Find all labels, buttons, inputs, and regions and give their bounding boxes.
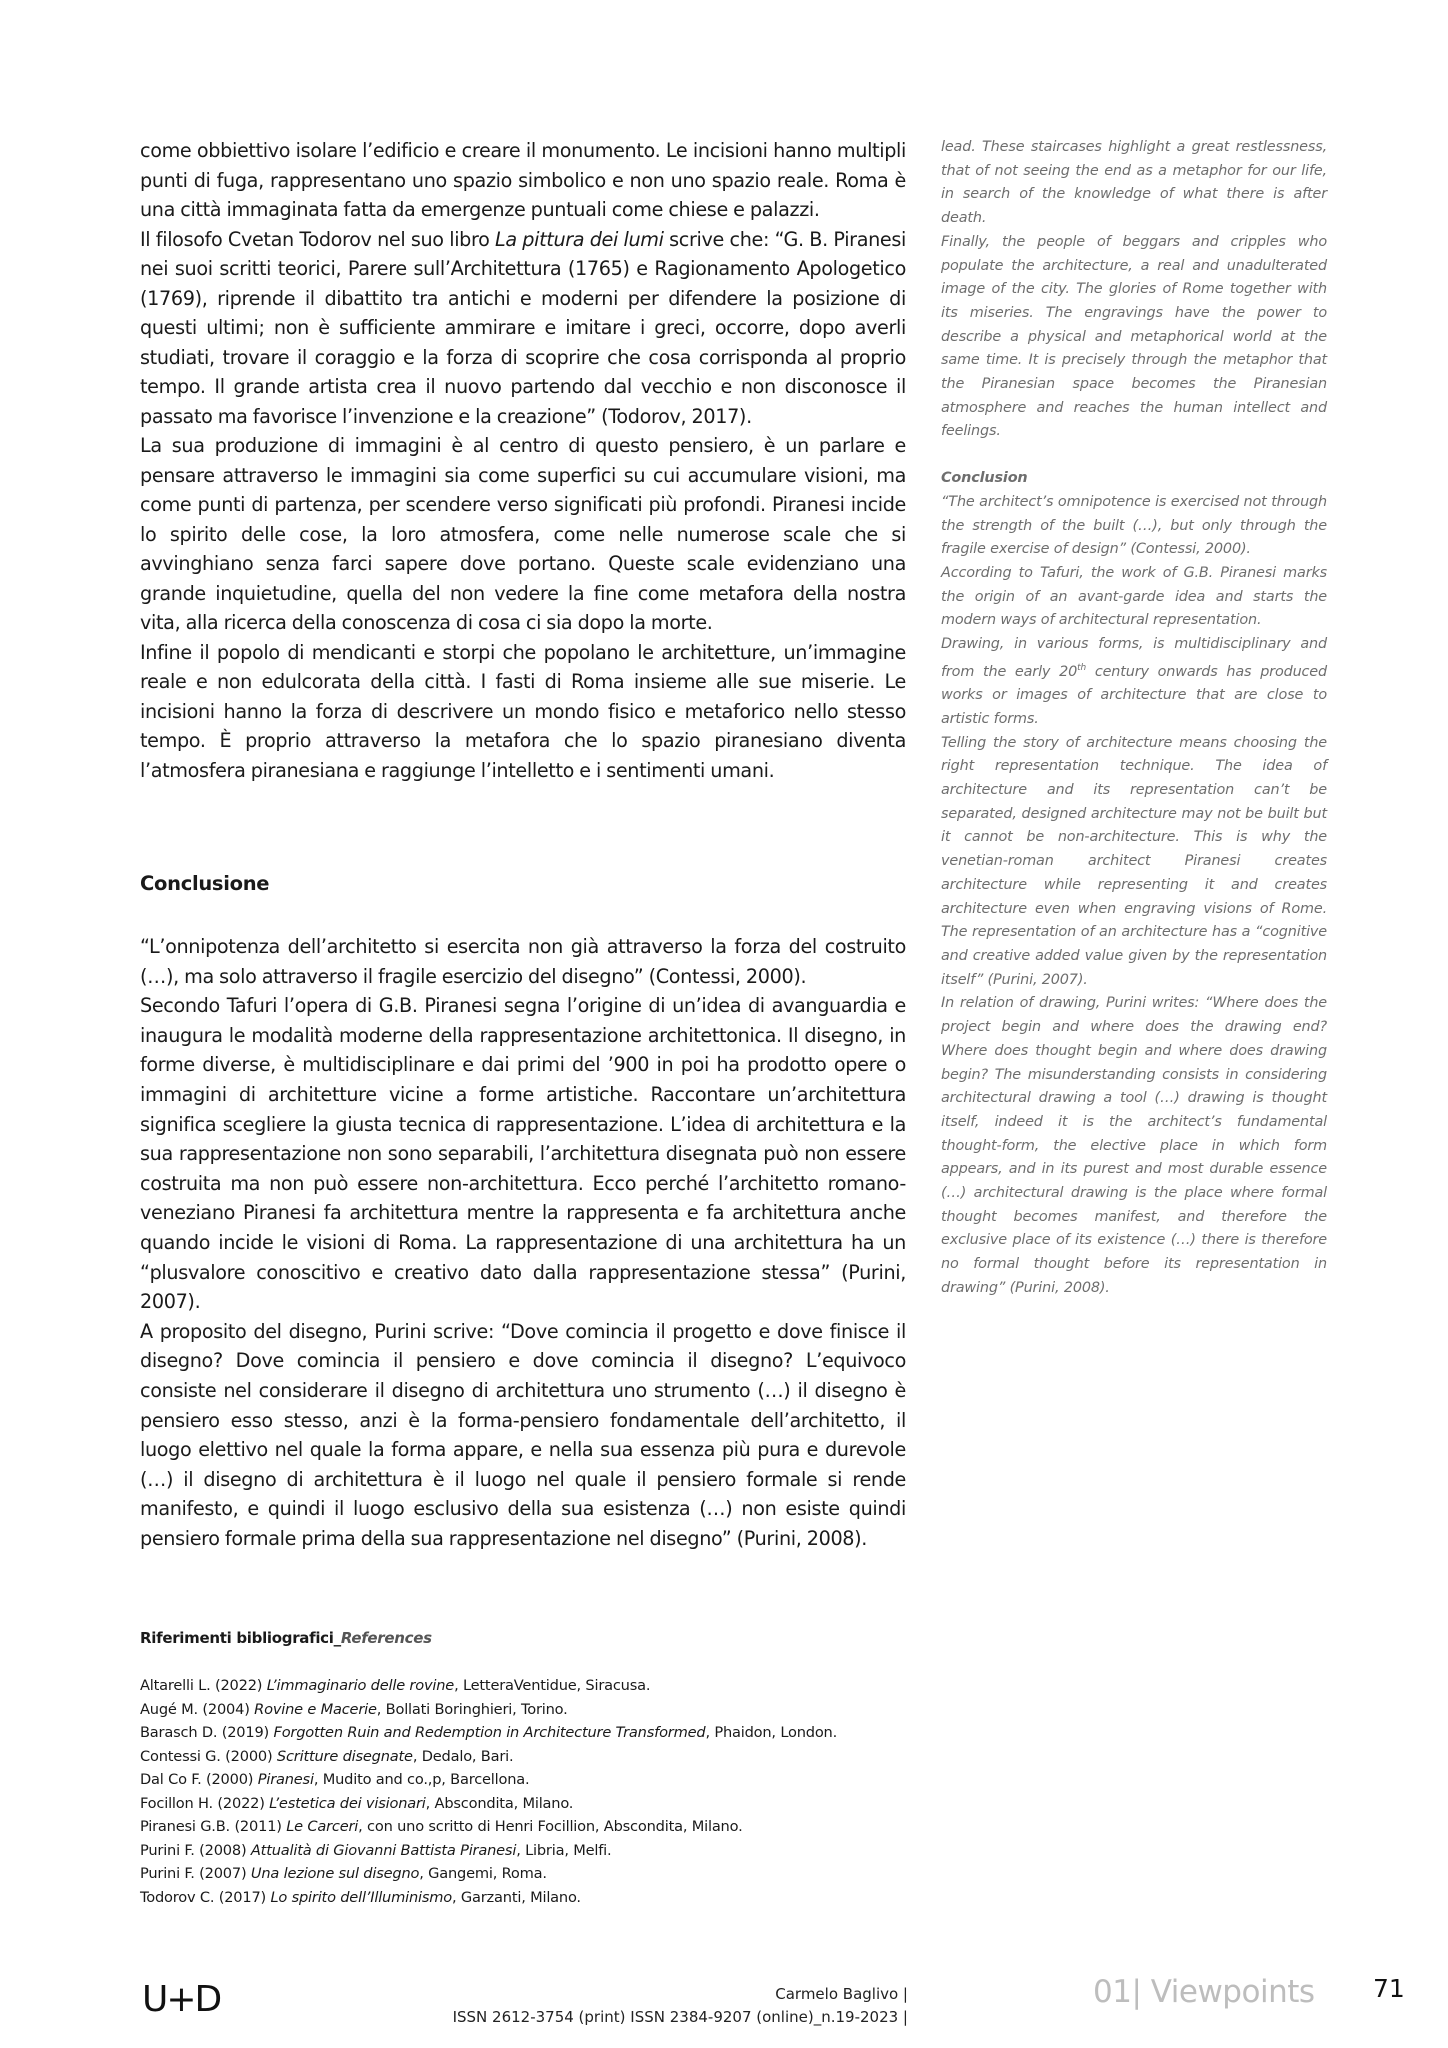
references-list bbox=[140, 1674, 940, 1909]
conclusion-heading: Conclusione bbox=[140, 872, 270, 895]
conclusion-paragraph: Secondo Tafuri l’opera di G.B. Piranesi segna l’origine di un’idea di avanguardia e inaugura le modalità moderne della rappresentazione architettonica. Il disegno, in forme diverse, è multidisciplinare e dai primi del ’900 in poi ha prodotto opere o immagini di architetture vicine a forme artistiche. Raccontare un’architettura significa scegliere la giusta tecnica di rappresentazione. L’idea di architettura e la sua rappresentazione non sono separabili, l’architettura disegnata può non essere costruita ma non può essere non-architettura. Ecco perché l’architetto romano-veneziano Piranesi fa architettura mentre la rappresenta e fa architettura anche quando incide le visioni di Roma. La rappresentazione di una architettura ha un “plusvalore conoscitivo e creativo dato dalla rappresentazione stessa” (Purini, 2007). bbox=[140, 994, 906, 1314]
reference-publisher: , Phaidon, London. bbox=[705, 1724, 838, 1741]
drawing-text-before: Drawing, in various forms, is multidisciplinary and from the early 20 bbox=[941, 636, 1327, 680]
footer-author-block bbox=[453, 1983, 908, 2029]
reference-item bbox=[140, 1815, 940, 1839]
reference-title: Rovine e Macerie bbox=[254, 1700, 377, 1718]
conclusion-paragraph: A proposito del disegno, Purini scrive: “Dove comincia il progetto e dove finisce il disegno? Dove comincia il pensiero e dove comincia il disegno? L’equivoco consiste nel considerare il disegno di architettura uno strumento (…) il disegno è pensiero esso stesso, anzi è la forma-pensiero fondamentale dell’architetto, il luogo elettivo nel quale la forma appare, e nella sua essenza più pura e durevole (…) il disegno di architettura è il luogo nel quale il pensiero formale si rende manifesto, e quindi il luogo esclusivo della sua esistenza (…) non esiste quindi pensiero formale prima della sua rappresentazione nel disegno” (Purini, 2008). bbox=[140, 1319, 906, 1550]
footer-author: Carmelo Baglivo | bbox=[775, 1985, 908, 2003]
reference-title: Lo spirito dell’Illuminismo bbox=[270, 1888, 453, 1906]
reference-title: Piranesi bbox=[257, 1771, 314, 1788]
sidebar-paragraph: In relation of drawing, Purini writes: “Where does the project begin and where does the drawing end? Where does thought begin and where does drawing begin? The misunderstanding consists in considering architectural drawing a tool (…) drawing is thought itself, indeed it is the architect’s fundamental thought-form, the elective place in which form appears, and in its purest and most durable essence (…) architectural drawing is the place where formal thought becomes manifest, and therefore the exclusive place of its existence (…) there is therefore no formal thought before its representation in drawing” (Purini, 2008). bbox=[941, 995, 1327, 1296]
reference-author: Purini F. (2007) bbox=[140, 1865, 251, 1882]
reference-item bbox=[140, 1768, 940, 1792]
reference-title: L’estetica dei visionari bbox=[269, 1794, 426, 1812]
reference-item bbox=[140, 1792, 940, 1816]
conclusion-paragraph: “L’onnipotenza dell’architetto si esercita non già attraverso la forza del costruito (…), ma solo attraverso il fragile esercizio del disegno” (Contessi, 2000). bbox=[140, 935, 906, 988]
reference-publisher: , Abscondita, Milano. bbox=[425, 1794, 574, 1812]
conclusion-column bbox=[140, 932, 906, 1553]
reference-author: Focillon H. (2022) bbox=[140, 1794, 270, 1812]
reference-item bbox=[140, 1698, 940, 1722]
reference-author: Contessi G. (2000) bbox=[140, 1747, 277, 1765]
todorov-intro: Il filosofo Cvetan Todorov nel suo libro bbox=[140, 227, 496, 251]
reference-publisher: , con uno scritto di Henri Focillion, Abscondita, Milano. bbox=[358, 1818, 743, 1835]
todorov-tail: scrive che: “G. B. bbox=[663, 227, 828, 251]
reference-author: Augé M. (2004) bbox=[140, 1700, 255, 1718]
todorov-book-title: La pittura dei lumi bbox=[495, 227, 664, 251]
reference-author: Altarelli L. (2022) bbox=[140, 1677, 267, 1694]
page-number: 71 bbox=[1373, 1974, 1405, 2003]
sidebar-paragraph: Telling the story of architecture means choosing the right representation technique. The idea of architecture and its representation can’t be separated, designed architecture may not be built but it cannot be non-architecture. This is why the venetian-roman architect Piranesi creates architecture while representing it and creates architecture even when engraving visions of Rome. The representation of an architecture has a “cognitive and creative added value given by the representation itself” (Purini, 2007). bbox=[941, 734, 1327, 988]
reference-author: Dal Co F. (2000) bbox=[140, 1771, 258, 1788]
reference-item bbox=[140, 1745, 940, 1769]
reference-title: L’immaginario delle rovine bbox=[266, 1677, 455, 1694]
section-label: 01| Viewpoints bbox=[1093, 1974, 1315, 2010]
reference-item bbox=[140, 1886, 940, 1910]
body-paragraph: Infine il popolo di mendicanti e storpi che popolano le architetture, un’immagine reale e non edulcorata della città. I fasti di Roma insieme alle sue miserie. Le incisioni hanno la forza di descrivere un mondo fisico e metaforico nello stesso tempo. È proprio attraverso la metafora che lo spazio piranesiano diventa l’atmosfera piranesiana e raggiunge l’intelletto e i sentimenti umani. bbox=[140, 640, 906, 782]
reference-publisher: , Libria, Melfi. bbox=[516, 1841, 612, 1859]
reference-item bbox=[140, 1839, 940, 1863]
drawing-superscript: th bbox=[1077, 662, 1087, 673]
sidebar-paragraph: According to Tafuri, the work of G.B. Piranesi marks the origin of an avant-garde idea and starts the modern ways of architectural representation. bbox=[941, 564, 1327, 629]
reference-publisher: , Dedalo, Bari. bbox=[412, 1747, 514, 1765]
reference-publisher: , LetteraVentidue, Siracusa. bbox=[454, 1677, 651, 1694]
reference-publisher: , Garzanti, Milano. bbox=[452, 1888, 581, 1906]
footer-issn: ISSN 2612-3754 (print) ISSN 2384-9207 (online)_n.19-2023 | bbox=[452, 2008, 908, 2026]
journal-logo: U+D bbox=[142, 1979, 221, 2020]
reference-author: Piranesi G.B. (2011) bbox=[140, 1818, 287, 1835]
reference-title: Forgotten Ruin and Redemption in Architecture Transformed bbox=[273, 1724, 706, 1741]
body-paragraph: La sua produzione di immagini è al centro di questo pensiero, è un parlare e pensare attraverso le immagini sia come superfici su cui accumulare visioni, ma come punti di partenza, per scendere verso significati più profondi. Piranesi incide lo spirito delle cose, la loro atmosfera, come nelle numerose scale che si avvinghiano senza farci sapere dove portano. Queste scale evidenziano una grande inquietudine, quella del non vedere la fine come metafora della nostra vita, alla ricerca della conoscenza di cosa ci sia dopo la morte. bbox=[140, 434, 906, 634]
sidebar-paragraph: Finally, the people of beggars and cripples who populate the architecture, a real and unadulterated image of the city. The glories of Rome together with its miseries. The engravings have the power to describe a physical and metaphorical world at the same time. It is precisely through the metaphor that the Piranesian space becomes the Piranesian atmosphere and reaches the human intellect and feelings. bbox=[941, 233, 1327, 440]
drawing-text-after: century onwards has produced works or images of architecture that are close to artistic forms. bbox=[941, 663, 1327, 727]
reference-publisher: , Gangemi, Roma. bbox=[419, 1865, 547, 1882]
reference-author: Todorov C. (2017) bbox=[140, 1888, 271, 1906]
reference-item bbox=[140, 1862, 940, 1886]
reference-author: Barasch D. (2019) bbox=[140, 1724, 274, 1741]
reference-publisher: , Bollati Boringhieri, Torino. bbox=[376, 1700, 568, 1718]
sidebar-conclusion-heading: Conclusion bbox=[941, 470, 1028, 487]
reference-title: Una lezione sul disegno bbox=[250, 1865, 420, 1882]
body-paragraph-todorov bbox=[140, 225, 906, 432]
sidebar-paragraph: lead. These staircases highlight a great restlessness, that of not seeing the end as a metaphor for our life, in search of the knowledge of what there is after death. bbox=[941, 139, 1327, 227]
reference-item bbox=[140, 1674, 940, 1698]
references-title-it: Riferimenti bibliografici_ bbox=[140, 1629, 341, 1647]
reference-author: Purini F. (2008) bbox=[140, 1841, 251, 1859]
sidebar-paragraph-drawing bbox=[941, 633, 1327, 732]
sidebar-paragraph: “The architect’s omnipotence is exercised not through the strength of the built (…), but only through the fragile exercise of design” (Contessi, 2000). bbox=[941, 493, 1327, 558]
sidebar-spacer bbox=[941, 444, 1327, 467]
reference-title: Le Carceri bbox=[286, 1818, 359, 1835]
references-title-en: References bbox=[340, 1629, 432, 1647]
reference-title: Attualità di Giovanni Battista Piranesi bbox=[250, 1841, 517, 1859]
reference-publisher: , Mudito and co.,p, Barcellona. bbox=[313, 1771, 530, 1788]
main-body-column bbox=[140, 136, 906, 785]
english-translation-column bbox=[941, 136, 1327, 1301]
todorov-quote: Piranesi nei suoi scritti teorici, Parere sull’Architettura (1765) e Ragionamento Apologetico (1769), riprende il dibattito tra antichi e moderni per difendere la posizione di questi ultimi; non è sufficiente ammirare e imitare i greci, occorre, dopo averli studiati, trovare il coraggio e la forza di scoprire che cosa corrisponda al proprio tempo. Il grande artista crea il nuovo partendo dal vecchio e non disconosce il passato ma favorisce l’invenzione e la creazione” (Todorov, 2017). bbox=[140, 227, 907, 428]
body-paragraph: come obbiettivo isolare l’edificio e creare il monumento. Le incisioni hanno multipli punti di fuga, rappresentano uno spazio simbolico e non uno spazio reale. Roma è una città immaginata fatta da emergenze puntuali come chiese e palazzi. bbox=[140, 139, 906, 221]
reference-title: Scritture disegnate bbox=[276, 1747, 413, 1765]
reference-item bbox=[140, 1721, 940, 1745]
references-heading bbox=[140, 1629, 432, 1647]
